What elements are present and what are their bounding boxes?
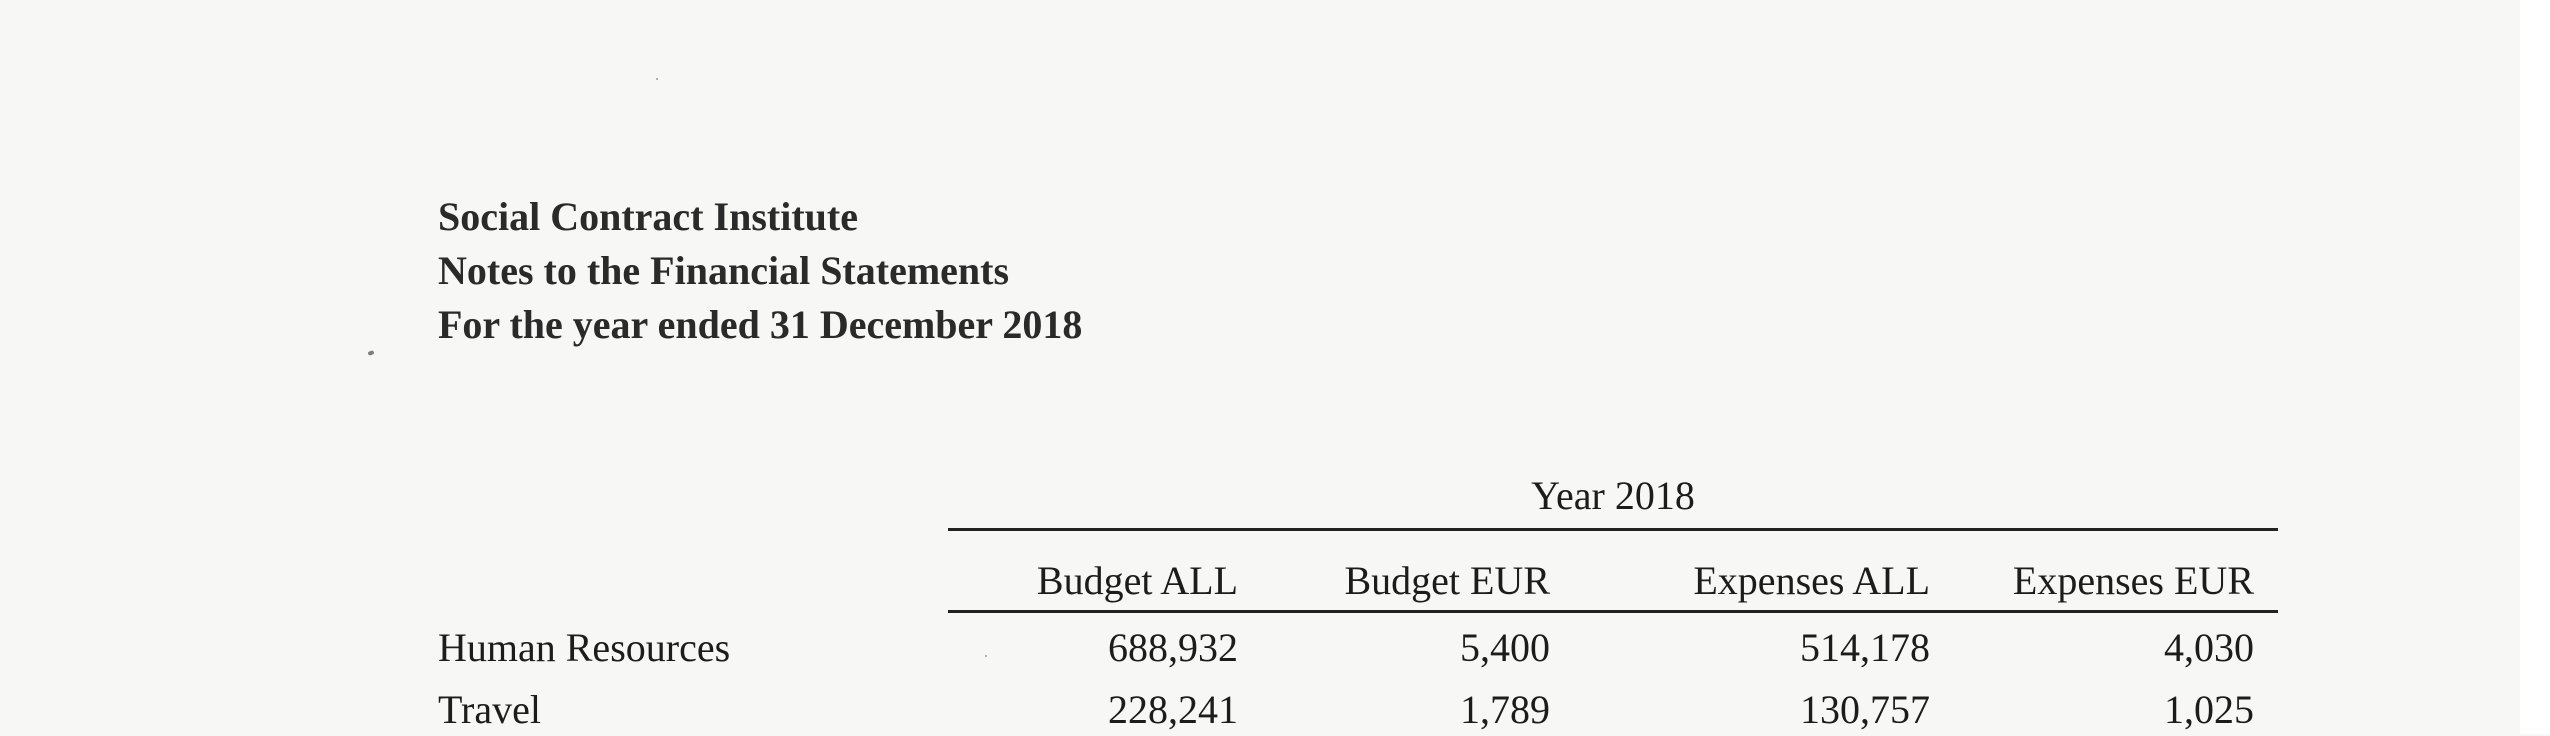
scan-mark: [367, 350, 374, 356]
cell-travel-budget-all: 228,241: [1108, 687, 1238, 732]
cell-human-resources-budget-eur: 5,400: [1460, 625, 1550, 670]
cell-human-resources-expenses-eur: 4,030: [2164, 625, 2254, 670]
column-header-budget-eur: Budget EUR: [1344, 558, 1550, 603]
cell-human-resources-budget-all: 688,932: [1108, 625, 1238, 670]
scan-speck: [656, 78, 658, 80]
cell-travel-budget-eur: 1,789: [1460, 687, 1550, 732]
document-subtitle: Notes to the Financial Statements: [438, 248, 1010, 293]
cell-human-resources-expenses-all: 514,178: [1800, 625, 1930, 670]
table-rule-top: [948, 528, 2278, 531]
document-header: [438, 190, 1082, 352]
year-group-heading: Year 2018: [1531, 473, 1695, 518]
table-rule-header: [948, 610, 2278, 613]
reporting-period: For the year ended 31 December 2018: [438, 302, 1083, 347]
organization-name: Social Contract Institute: [438, 194, 858, 239]
column-header-expenses-all: Expenses ALL: [1693, 558, 1930, 603]
cell-travel-expenses-all: 130,757: [1800, 687, 1930, 732]
row-label-travel: Travel: [438, 687, 541, 732]
scan-edge: [2520, 0, 2550, 734]
row-label-human-resources: Human Resources: [438, 625, 731, 670]
cell-travel-expenses-eur: 1,025: [2164, 687, 2254, 732]
column-header-budget-all: Budget ALL: [1036, 558, 1238, 603]
column-header-expenses-eur: Expenses EUR: [2012, 558, 2254, 603]
